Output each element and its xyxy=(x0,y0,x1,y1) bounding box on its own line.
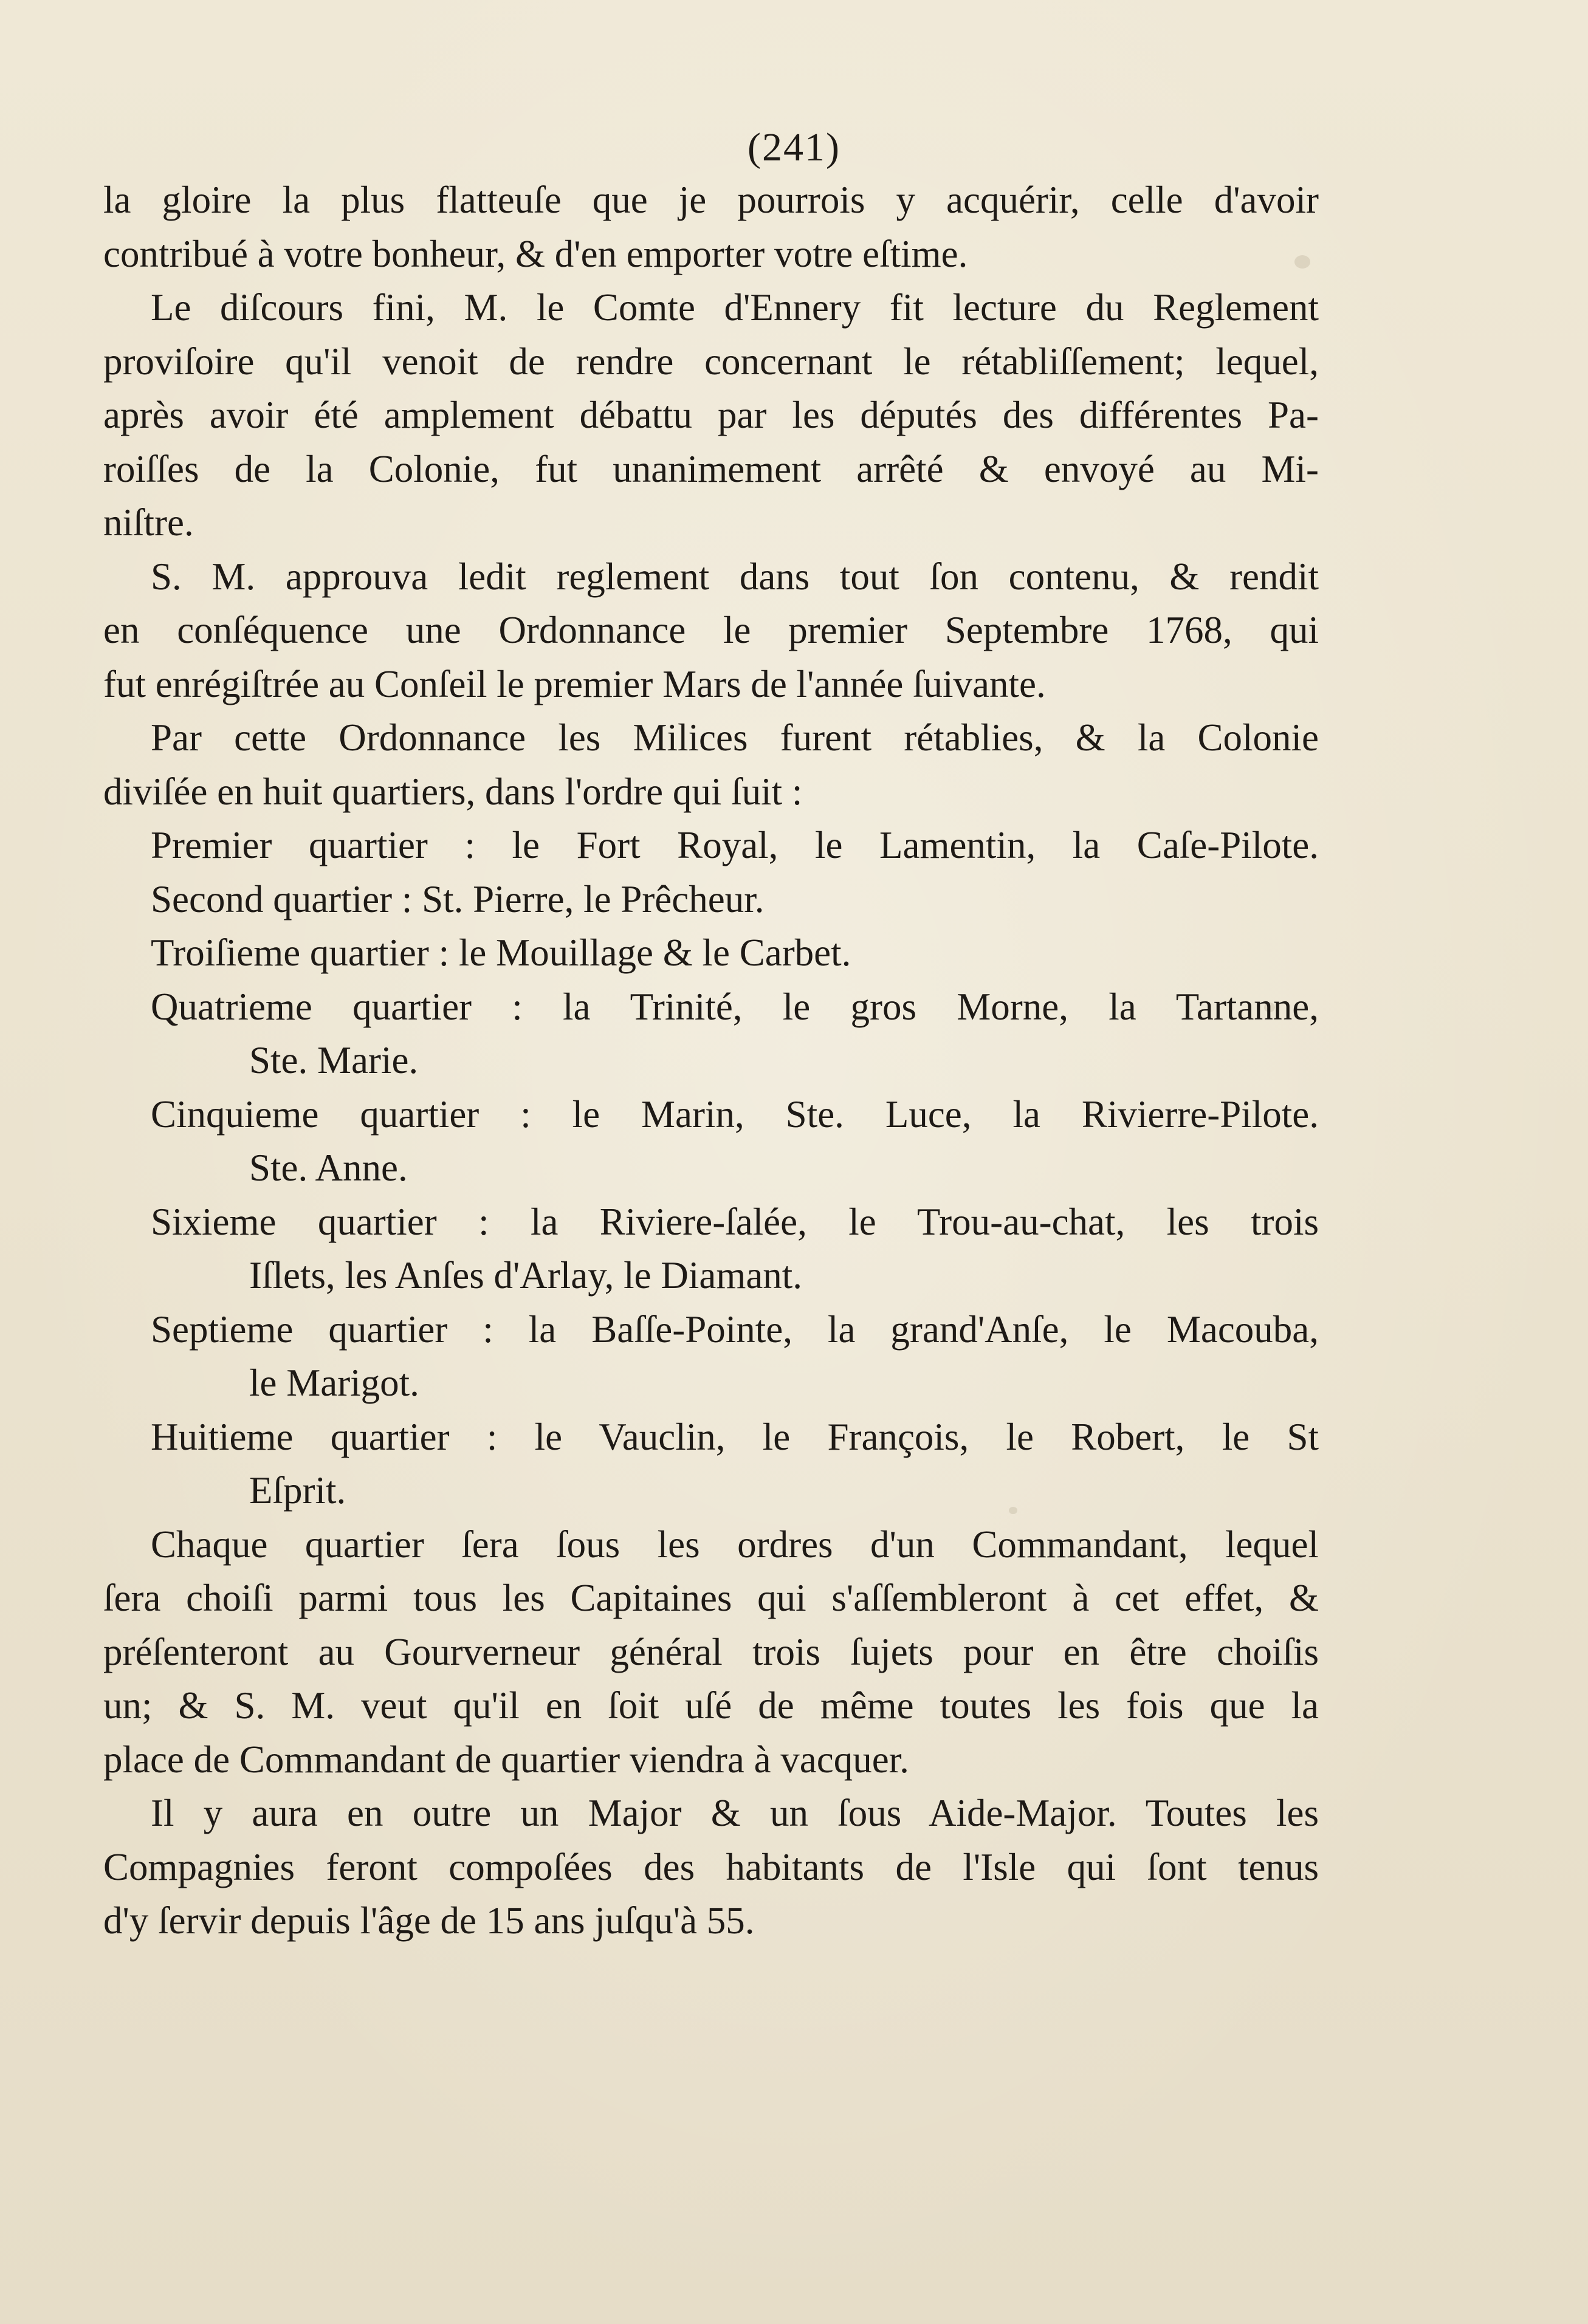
text-line: Septieme quartier : la Baſſe-Pointe, la grand'Anſe, le Macouba, xyxy=(151,1308,1319,1351)
text-line: Cinquieme quartier : le Marin, Ste. Luce, la Rivierre-Pilote. xyxy=(151,1092,1319,1136)
text-line: place de Commandant de quartier viendra à vacquer. xyxy=(103,1738,909,1781)
text-line: Par cette Ordonnance les Milices furent rétablies, & la Colonie xyxy=(151,716,1319,759)
text-line: S. M. approuva ledit reglement dans tout ſon contenu, & rendit xyxy=(151,555,1319,598)
text-line: Quatrieme quartier : la Trinité, le gros Morne, la Tartanne, xyxy=(151,985,1319,1028)
text-line: Ste. Marie. xyxy=(249,1039,419,1081)
text-line: Troiſieme quartier : le Mouillage & le Carbet. xyxy=(151,931,851,974)
text-line: Iſlets, les Anſes d'Arlay, le Diamant. xyxy=(249,1254,803,1297)
text-line: roiſſes de la Colonie, fut unanimement arrêté & envoyé au Mi- xyxy=(103,447,1319,490)
text-line: Le diſcours fini, M. le Comte d'Ennery fit lecture du Reglement xyxy=(151,286,1319,329)
text-line: la gloire la plus flatteuſe que je pourrois y acquérir, celle d'avoir xyxy=(103,179,1319,221)
text-line: Second quartier : St. Pierre, le Prêcheur. xyxy=(151,877,765,920)
text-line: niſtre. xyxy=(103,501,194,544)
text-line: Ste. Anne. xyxy=(249,1147,408,1189)
text-line: d'y ſervir depuis l'âge de 15 ans juſqu'à 55. xyxy=(103,1899,755,1942)
text-line: Chaque quartier ſera ſous les ordres d'un Commandant, lequel xyxy=(151,1523,1319,1566)
text-line: le Marigot. xyxy=(249,1362,419,1404)
text-line: Sixieme quartier : la Riviere-ſalée, le Trou-au-chat, les trois xyxy=(151,1200,1319,1243)
text-line: un; & S. M. veut qu'il en ſoit uſé de même toutes les fois que la xyxy=(103,1684,1319,1727)
text-line: fut enrégiſtrée au Conſeil le premier Mars de l'année ſuivante. xyxy=(103,662,1046,705)
text-line: Il y aura en outre un Major & un ſous Aide-Major. Toutes les xyxy=(151,1792,1319,1834)
text-line: contribué à votre bonheur, & d'en emporter votre eſtime. xyxy=(103,232,968,275)
text-line: en conſéquence une Ordonnance le premier Septembre 1768, qui xyxy=(103,609,1319,651)
body-text xyxy=(103,173,1319,1948)
text-line: Eſprit. xyxy=(249,1469,346,1512)
text-line: préſenteront au Gourverneur général trois ſujets pour en être choiſis xyxy=(103,1630,1319,1673)
text-line: diviſée en huit quartiers, dans l'ordre qui ſuit : xyxy=(103,770,803,813)
text-line: après avoir été amplement débattu par les députés des différentes Pa- xyxy=(103,394,1319,436)
text-line: Huitieme quartier : le Vauclin, le François, le Robert, le St xyxy=(151,1415,1319,1458)
text-line: proviſoire qu'il venoit de rendre concernant le rétabliſſement; lequel, xyxy=(103,340,1319,383)
page-number: (241) xyxy=(748,125,840,170)
text-line: ſera choiſi parmi tous les Capitaines qui s'aſſembleront à cet effet, & xyxy=(103,1577,1319,1619)
text-line: Compagnies feront compoſées des habitants de l'Isle qui ſont tenus xyxy=(103,1845,1319,1888)
text-line: Premier quartier : le Fort Royal, le Lamentin, la Caſe-Pilote. xyxy=(151,824,1319,866)
